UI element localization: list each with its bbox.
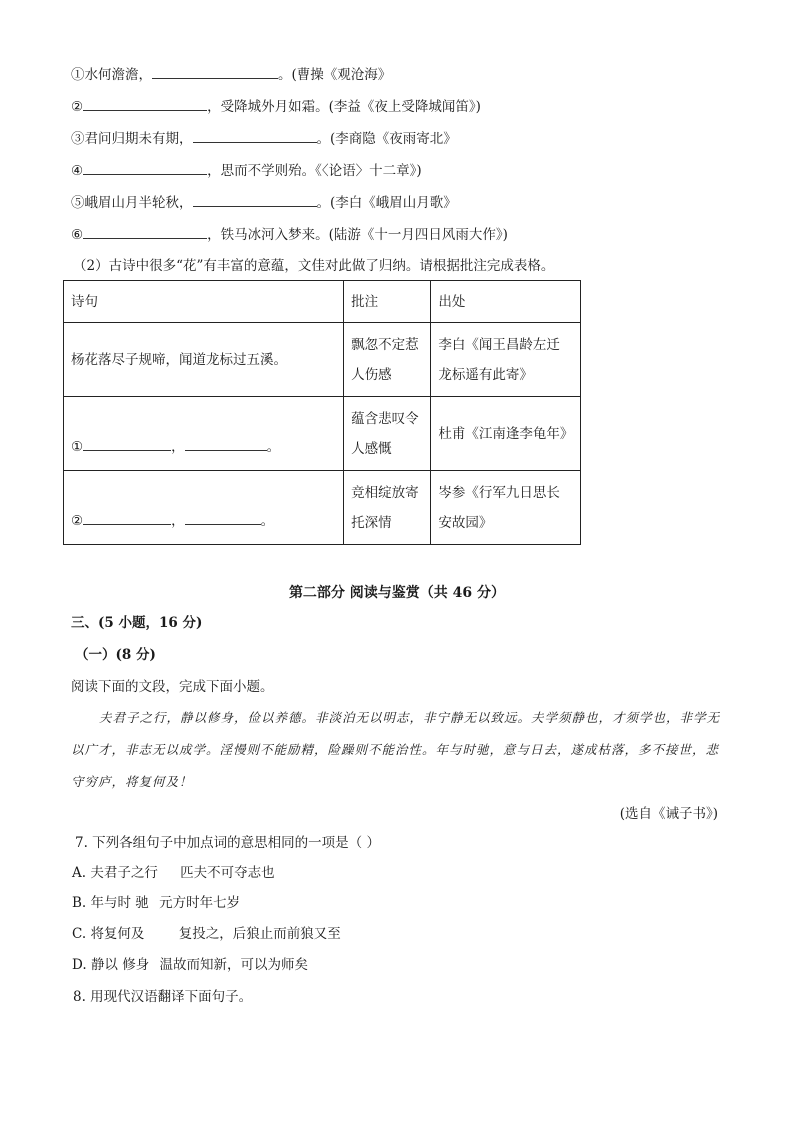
subsection-1-heading: （一）(8 分) xyxy=(75,647,156,663)
item-text-after: 。(曹操《观沧海》 xyxy=(278,67,392,83)
item-text-after: 。(李白《峨眉山月歌》 xyxy=(316,195,457,211)
answer-blank[interactable] xyxy=(83,224,207,239)
section-3-heading: 三、(5 小题，16 分) xyxy=(71,615,203,631)
item-text-before: 君问归期未有期， xyxy=(84,131,193,147)
verse-separator: ， xyxy=(171,439,185,455)
item-number: ④ xyxy=(71,163,84,179)
fill-in-item-4 xyxy=(71,160,422,181)
verse-end: 。 xyxy=(266,439,281,455)
fill-in-item-3 xyxy=(71,128,457,149)
option-c[interactable] xyxy=(72,924,341,944)
part-2-title: 第二部分 阅读与鉴赏（共 46 分） xyxy=(288,585,506,601)
header-source: 出处 xyxy=(431,281,581,323)
reading-instruction: 阅读下面的文段，完成下面小题。 xyxy=(71,679,274,695)
answer-blank[interactable] xyxy=(185,510,261,525)
source-cell: 杜甫《江南逢李龟年》 xyxy=(431,397,581,471)
flower-poems-table xyxy=(63,280,581,545)
item-number: ① xyxy=(71,67,85,83)
option-label: C. xyxy=(72,926,87,942)
fill-in-item-5 xyxy=(71,192,457,213)
answer-blank[interactable] xyxy=(185,436,267,451)
answer-blank[interactable] xyxy=(83,510,171,525)
header-verse: 诗句 xyxy=(64,281,344,323)
header-note: 批注 xyxy=(344,281,431,323)
option-label: B. xyxy=(72,895,87,911)
option-right-text: 匹夫不可夺志也 xyxy=(180,865,275,881)
option-a[interactable] xyxy=(72,863,275,883)
question-7-stem: 7. 下列各组句子中加点词的意思相同的一项是（ ） xyxy=(75,835,380,851)
verse-cell xyxy=(64,397,344,471)
verse-number: ① xyxy=(71,439,84,455)
option-right-text: 温故而知新，可以为师矣 xyxy=(159,957,309,973)
verse-cell xyxy=(64,471,344,545)
table-row xyxy=(64,471,581,545)
option-b[interactable] xyxy=(72,893,240,913)
option-right-text: 元方时年七岁 xyxy=(159,895,241,911)
option-d[interactable] xyxy=(72,955,308,975)
item-text-after: ，思而不学则殆。《〈论语〉十二章》) xyxy=(207,163,422,179)
verse-number: ② xyxy=(71,513,84,529)
option-label: A. xyxy=(72,865,87,881)
option-left-text: 夫君子之行 xyxy=(90,865,158,881)
option-right-text: 复投之，后狼止而前狼又至 xyxy=(178,926,341,942)
answer-blank[interactable] xyxy=(193,192,317,207)
answer-blank[interactable] xyxy=(193,128,317,143)
table-header-row xyxy=(64,281,581,323)
item-number: ⑤ xyxy=(71,195,85,211)
item-number: ⑥ xyxy=(71,227,84,243)
note-cell: 飘忽不定惹人伤感 xyxy=(344,323,431,397)
item-number: ③ xyxy=(71,131,85,147)
option-left-text: 年与时 驰 xyxy=(90,895,149,911)
verse-separator: ， xyxy=(171,513,185,529)
fill-in-item-1 xyxy=(71,64,391,85)
classical-passage: 夫君子之行，静以修身，俭以养德。非淡泊无以明志，非宁静无以致远。夫学须静也，才须学也，非学无以广才，非志无以成学。淫慢则不能励精，险躁则不能治性。年与时驰，意与日去，遂成枯落，多不接世，悲守穷庐，将复何及！ xyxy=(71,710,721,789)
answer-blank[interactable] xyxy=(152,64,278,79)
option-left-text: 静以 修身 xyxy=(90,957,150,973)
item-number: ② xyxy=(71,99,84,115)
option-label: D. xyxy=(72,957,87,973)
answer-blank[interactable] xyxy=(83,160,207,175)
item-text-before: 水何澹澹， xyxy=(84,67,152,83)
source-cell: 岑参《行军九日思长安故园》 xyxy=(431,471,581,545)
note-cell: 竞相绽放寄托深情 xyxy=(344,471,431,545)
item-text-before: 峨眉山月半轮秋， xyxy=(84,195,193,211)
table-row xyxy=(64,397,581,471)
verse-end: 。 xyxy=(260,513,275,529)
verse-cell: 杨花落尽子规啼，闻道龙标过五溪。 xyxy=(64,323,344,397)
answer-blank[interactable] xyxy=(83,436,171,451)
fill-in-item-6 xyxy=(71,224,508,245)
question-8-stem: 8. 用现代汉语翻译下面句子。 xyxy=(73,989,253,1005)
answer-blank[interactable] xyxy=(83,96,207,111)
item-text-after: ，受降城外月如霜。(李益《夜上受降城闻笛》) xyxy=(207,99,481,115)
passage-source: (选自《诫子书》) xyxy=(619,806,718,822)
question-2-intro: （2）古诗中很多“花”有丰富的意蕴，文佳对此做了归纳。请根据批注完成表格。 xyxy=(73,258,555,274)
note-cell: 蕴含悲叹令人感慨 xyxy=(344,397,431,471)
source-cell: 李白《闻王昌龄左迁龙标遥有此寄》 xyxy=(431,323,581,397)
fill-in-item-2 xyxy=(71,96,481,117)
item-text-after: ，铁马冰河入梦来。(陆游《十一月四日风雨大作》) xyxy=(207,227,508,243)
table-row xyxy=(64,323,581,397)
option-left-text: 将复何及 xyxy=(90,926,145,942)
item-text-after: 。(李商隐《夜雨寄北》 xyxy=(316,131,457,147)
